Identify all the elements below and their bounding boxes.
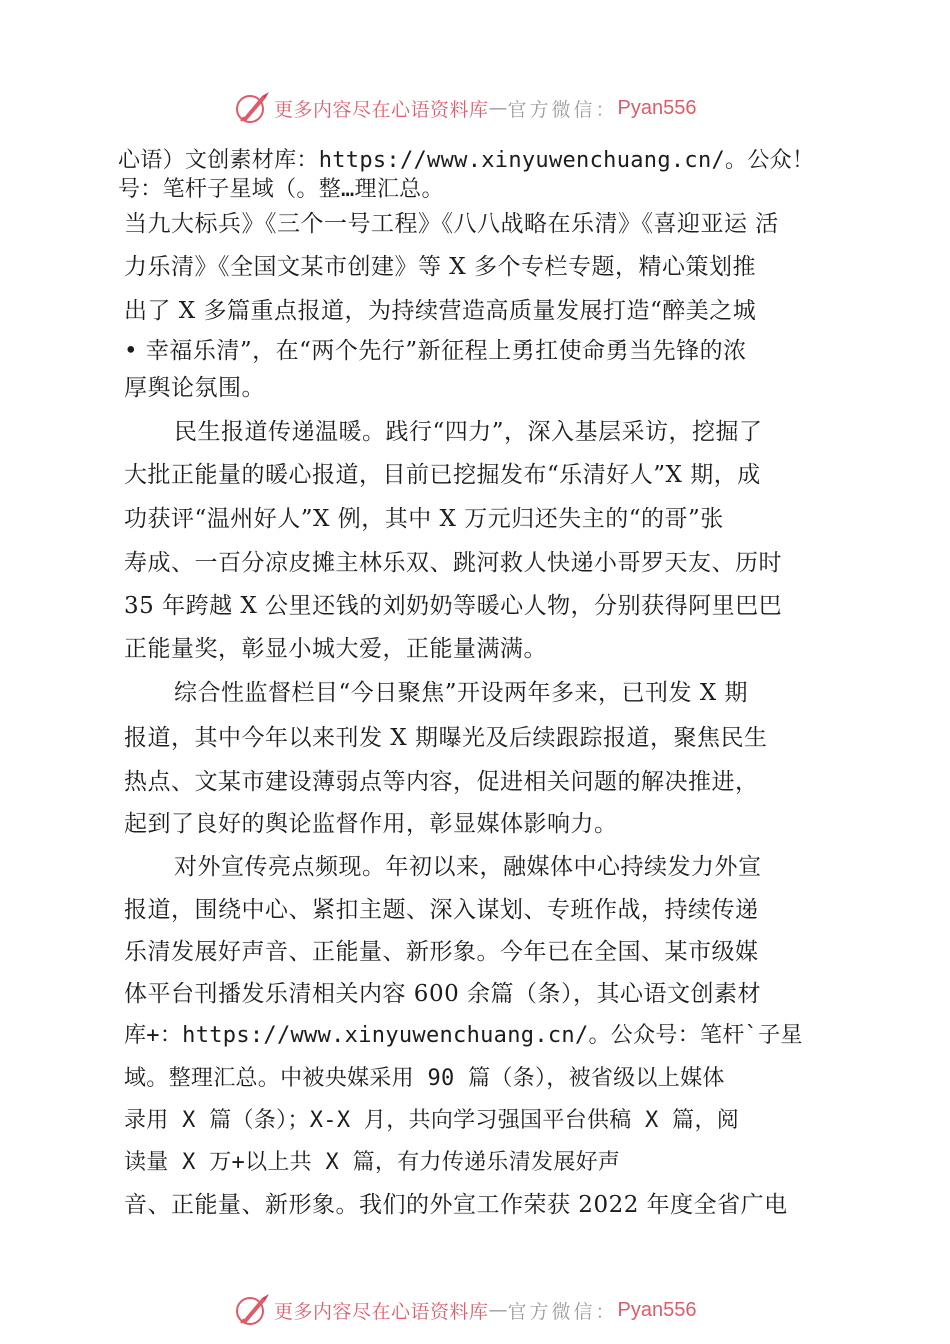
text-line: 当九大标兵》《三个一号工程》《八八战略在乐清》《喜迎亚运 活 (124, 211, 779, 237)
text-line: 厚舆论氛围。 (124, 375, 265, 401)
text-line: 起到了良好的舆论监督作用，彰显媒体影响力。 (124, 811, 618, 837)
text-line: 域。整理汇总。中被央媒采用 90 篇（条），被省级以上媒体 (124, 1066, 725, 1091)
text-line: 体平台刊播发乐清相关内容 600 余篇（条），其心语文创素材 (124, 981, 762, 1007)
text-line: 大批正能量的暖心报道，目前已挖掘发布“乐清好人”X 期，成 (124, 462, 761, 488)
watermark-banner-bottom (232, 1290, 732, 1330)
text-line: 综合性监督栏目“今日聚焦”开设两年多来，已刊发 X 期 (174, 680, 749, 706)
watermark-wechat-id: Pyan556 (617, 1298, 697, 1321)
text-line: 功获评“温州好人”X 例，其中 X 万元归还失主的“的哥”张 (124, 506, 724, 532)
watermark-dash: — (488, 1299, 508, 1321)
text-line: 力乐清》《全国文某市创建》等 X 多个专栏专题，精心策划推 (124, 254, 756, 280)
text-line: 读量 X 万+以上共 X 篇，有力传递乐清发展好声 (124, 1150, 621, 1175)
watermark-wechat-id: Pyan556 (617, 96, 697, 119)
text-line: 心语）文创素材库：https://www.xinyuwenchuang.cn/。公众！ (118, 148, 815, 173)
watermark-label: 官方微信： (507, 1300, 618, 1323)
quill-logo-icon (232, 1292, 272, 1328)
text-line: 对外宣传亮点频现。年初以来，融媒体中心持续发力外宣 (174, 854, 762, 880)
text-line: 正能量奖，彰显小城大爱，正能量满满。 (124, 636, 547, 662)
text-line: 报道，围绕中心、紧扣主题、深入谋划、专班作战，持续传递 (124, 897, 759, 923)
text-line: 录用 X 篇（条）；X-X 月，共向学习强国平台供稿 X 篇，阅 (124, 1108, 740, 1133)
text-line: 乐清发展好声音、正能量、新形象。今年已在全国、某市级媒 (124, 939, 759, 965)
text-line: 报道，其中今年以来刊发 X 期曝光及后续跟踪报道，聚焦民生 (124, 725, 768, 751)
text-line: • 幸福乐清”，在“两个先行”新征程上勇扛使命勇当先锋的浓 (124, 338, 747, 364)
text-line: 35 年跨越 X 公里还钱的刘奶奶等暖心人物，分别获得阿里巴巴 (124, 593, 783, 619)
text-line: 热点、文某市建设薄弱点等内容，促进相关问题的解决推进， (124, 769, 759, 795)
watermark-main-text: 更多内容尽在心语资料库 (274, 98, 489, 121)
text-line: 民生报道传递温暖。践行“四力”，深入基层采访，挖掘了 (174, 419, 763, 445)
text-line: 音、正能量、新形象。我们的外宣工作荣获 2022 年度全省广电 (124, 1192, 788, 1218)
text-line: 库+：https://www.xinyuwenchuang.cn/。公众号：笔杆`子星 (124, 1023, 803, 1048)
quill-logo-icon (232, 90, 272, 126)
watermark-banner-top (232, 88, 732, 128)
text-line: 寿成、一百分凉皮摊主林乐双、跳河救人快递小哥罗天友、历时 (124, 550, 782, 576)
watermark-main-text: 更多内容尽在心语资料库 (274, 1300, 489, 1323)
watermark-label: 官方微信： (507, 98, 618, 121)
watermark-dash: — (488, 97, 508, 119)
text-line: 出了 X 多篇重点报道，为持续营造高质量发展打造“醉美之城 (124, 298, 757, 324)
text-line: 号：笔杆子星域（。整…理汇总。 (118, 177, 444, 202)
